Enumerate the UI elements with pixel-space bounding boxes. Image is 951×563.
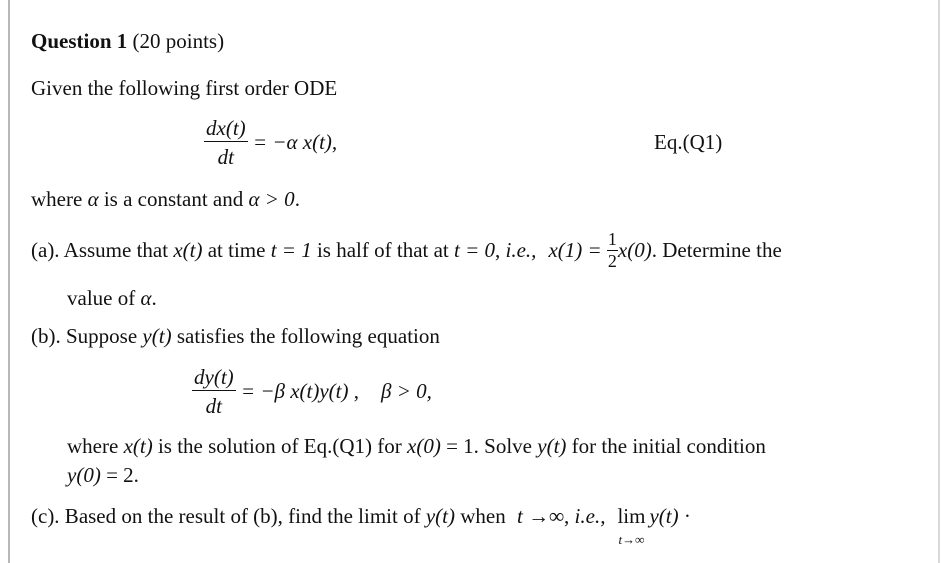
part-b-initial-line — [67, 465, 139, 486]
part-a-t2: is half of that at — [311, 237, 455, 262]
part-b-yt: y(t) — [142, 324, 172, 348]
part-a-line2-prefix: value of — [67, 286, 141, 310]
where-alpha-line — [31, 189, 300, 210]
part-b-y0: y(0) — [67, 463, 101, 487]
part-b-line1 — [31, 326, 440, 347]
part-a-xt: x(t) — [173, 237, 203, 262]
alpha-condition: α > 0 — [248, 187, 295, 211]
part-a-line2-suffix: . — [151, 286, 157, 310]
part-c-yt: y(t) — [425, 504, 455, 528]
part-a-line1 — [31, 230, 782, 271]
part-a-t4: . Determine the — [651, 237, 782, 262]
eqb-numerator: dy(t) — [192, 366, 236, 391]
equation-b — [192, 366, 432, 417]
eqb-beta-condition: β > 0, — [381, 379, 432, 404]
part-b-w3: = 1. Solve — [440, 434, 538, 458]
part-c-label: (c). Based on the result of (b), find the limit of — [31, 504, 426, 528]
part-a-lhs: x(1) = — [548, 237, 602, 262]
where-prefix: where — [31, 187, 88, 211]
eq1-numerator: dx(t) — [204, 117, 248, 142]
part-c-end: · — [678, 504, 691, 528]
limit-subscript: t→∞ — [618, 532, 645, 547]
eqb-fraction — [192, 366, 236, 417]
part-a-t3: , — [495, 237, 506, 262]
part-c-tlim: t →∞ — [516, 504, 565, 528]
limit-expression: y(t) — [649, 504, 679, 528]
limit-word: lim — [617, 504, 646, 528]
part-b-w4: for the initial condition — [566, 434, 766, 458]
part-a-t1: at time — [202, 237, 271, 262]
part-b-yt2: y(t) — [537, 434, 567, 458]
page-right-border — [938, 0, 940, 563]
part-c-ie: i.e., — [574, 504, 606, 528]
part-c-t1: when — [454, 504, 511, 528]
part-b-w5: = 2. — [100, 463, 139, 487]
part-a-t-equals-0: t = 0 — [454, 237, 496, 262]
eqb-separator: , — [348, 379, 359, 404]
question-label: Question 1 — [31, 29, 128, 53]
part-b-label: (b). Suppose — [31, 324, 143, 348]
part-b-x0: x(0) — [407, 434, 441, 458]
part-a-alpha: α — [140, 286, 152, 310]
part-a-line2 — [67, 288, 157, 309]
part-a-rhs: x(0) — [617, 237, 652, 262]
equation-q1 — [204, 117, 337, 168]
limit-operator — [617, 506, 645, 546]
question-intro: Given the following first order ODE — [31, 76, 338, 100]
part-c-line — [31, 506, 691, 546]
eq1-denominator: dt — [217, 145, 234, 170]
part-b-xt: x(t) — [123, 434, 153, 458]
half-denominator: 2 — [607, 250, 617, 271]
half-numerator: 1 — [607, 229, 617, 249]
equation-tag: Eq.(Q1) — [654, 130, 723, 154]
eqb-rhs: = −β x(t)y(t) — [240, 379, 349, 404]
part-a-ie: i.e., — [505, 237, 537, 262]
part-a-label: (a). Assume that — [31, 237, 174, 262]
part-c-t2: , — [564, 504, 575, 528]
eq1-fraction — [204, 117, 248, 168]
part-a-t-equals-1: t = 1 — [270, 237, 312, 262]
part-b-w1: where — [67, 434, 124, 458]
part-b-where-line — [67, 436, 766, 457]
eqb-denominator: dt — [205, 394, 222, 419]
question-points: (20 points) — [132, 29, 225, 53]
part-b-w2: is the solution of Eq.(Q1) for — [152, 434, 408, 458]
eq1-rhs: = −α x(t), — [252, 130, 338, 155]
question-title — [31, 31, 224, 52]
where-suffix: . — [294, 187, 300, 211]
page-left-border — [8, 0, 10, 563]
alpha-symbol: α — [87, 187, 99, 211]
half-fraction — [607, 230, 618, 271]
where-middle: is a constant and — [98, 187, 249, 211]
part-b-t1: satisfies the following equation — [171, 324, 440, 348]
